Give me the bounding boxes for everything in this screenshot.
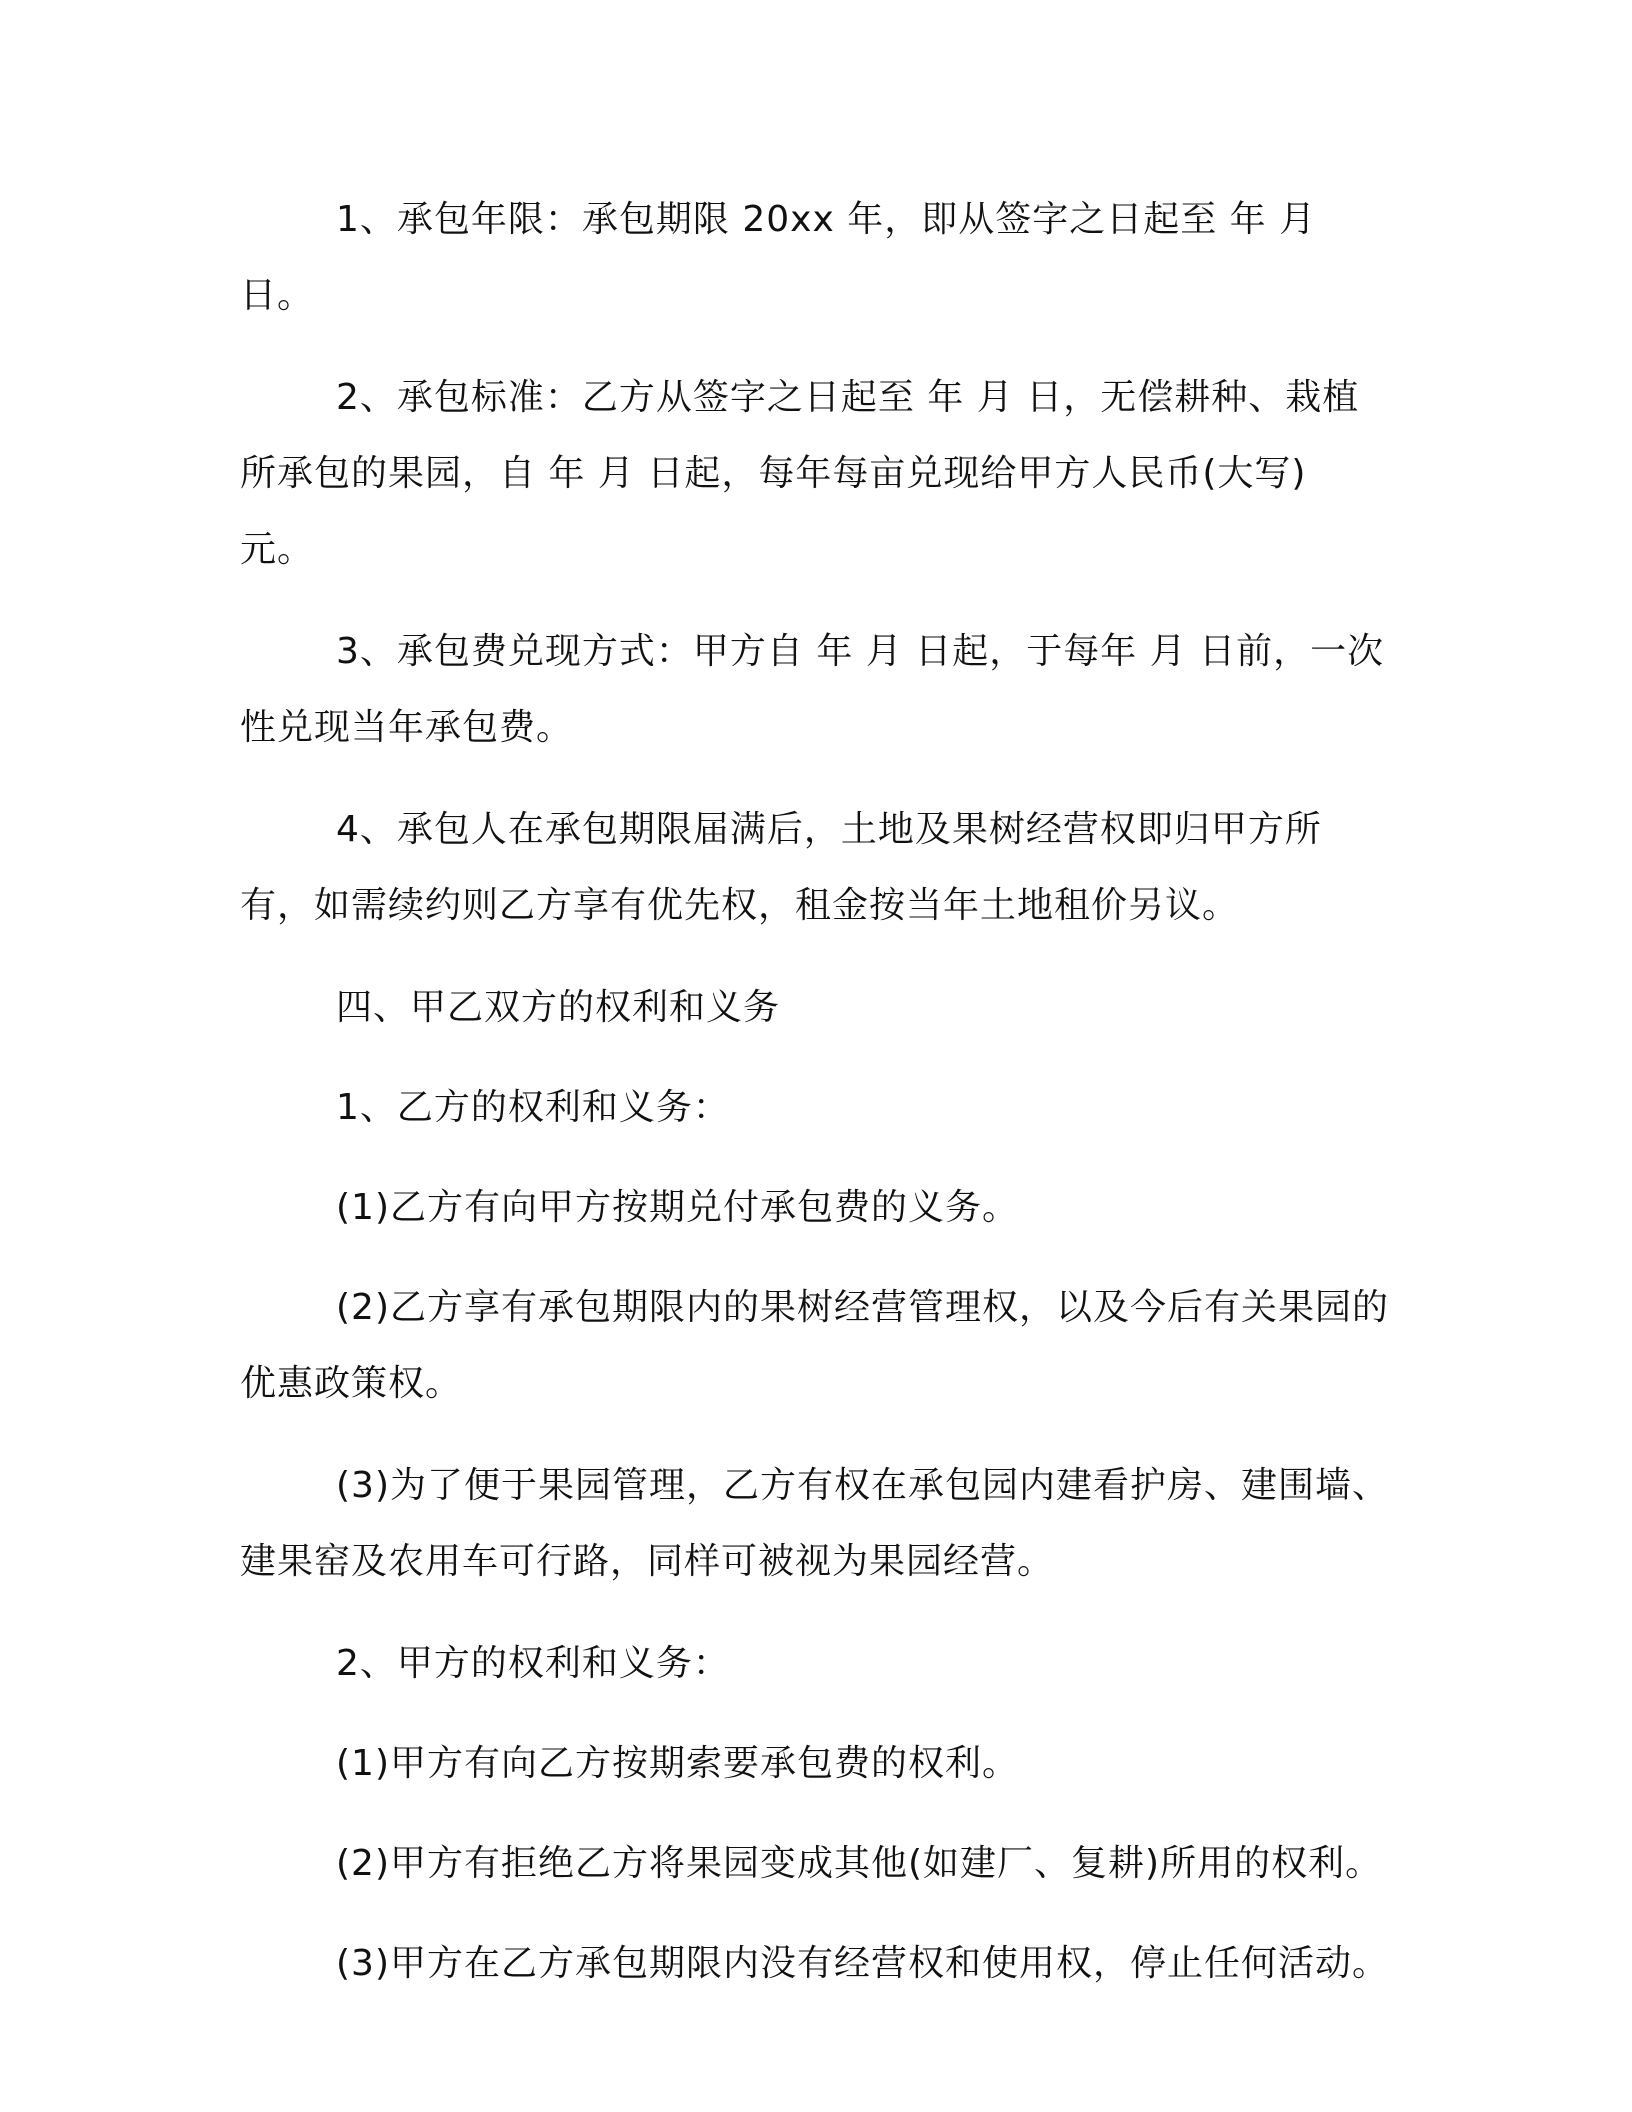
party-b-item-1: (1)乙方有向甲方按期兑付承包费的义务。 xyxy=(336,1187,1019,1228)
clause-contract-term: 1、承包年限：承包期限 20xx 年，即从签字之日起至 年 月 日。 xyxy=(240,199,1317,316)
clause-term-expiry: 4、承包人在承包期限届满后，土地及果树经营权即归甲方所有，如需续约则乙方享有优先权，租金按当年土地租价另议。 xyxy=(240,809,1322,926)
party-a-item-2: (2)甲方有拒绝乙方将果园变成其他(如建厂、复耕)所用的权利。 xyxy=(336,1843,1383,1884)
subheading-party-a-rights: 2、甲方的权利和义务： xyxy=(336,1643,730,1684)
party-b-item-3: (3)为了便于果园管理，乙方有权在承包园内建看护房、建围墙、建果窑及农用车可行路，同样可被视为果园经营。 xyxy=(240,1465,1389,1582)
party-b-item-2: (2)乙方享有承包期限内的果树经营管理权，以及今后有关果园的优惠政策权。 xyxy=(240,1287,1389,1404)
clause-payment-method: 3、承包费兑现方式：甲方自 年 月 日起，于每年 月 日前，一次性兑现当年承包费。 xyxy=(240,631,1385,748)
document-body xyxy=(240,182,1390,2026)
subheading-party-b-rights: 1、乙方的权利和义务： xyxy=(336,1087,730,1128)
section-heading-rights-obligations: 四、甲乙双方的权利和义务 xyxy=(336,987,781,1028)
clause-contract-standard: 2、承包标准：乙方从签字之日起至 年 月 日，无偿耕种、栽植所承包的果园，自 年 月 日起，每年每亩兑现给甲方人民币(大写) 元。 xyxy=(240,377,1360,570)
party-a-item-3: (3)甲方在乙方承包期限内没有经营权和使用权，停止任何活动。 xyxy=(336,1943,1389,1984)
party-a-item-1: (1)甲方有向乙方按期索要承包费的权利。 xyxy=(336,1743,1019,1784)
